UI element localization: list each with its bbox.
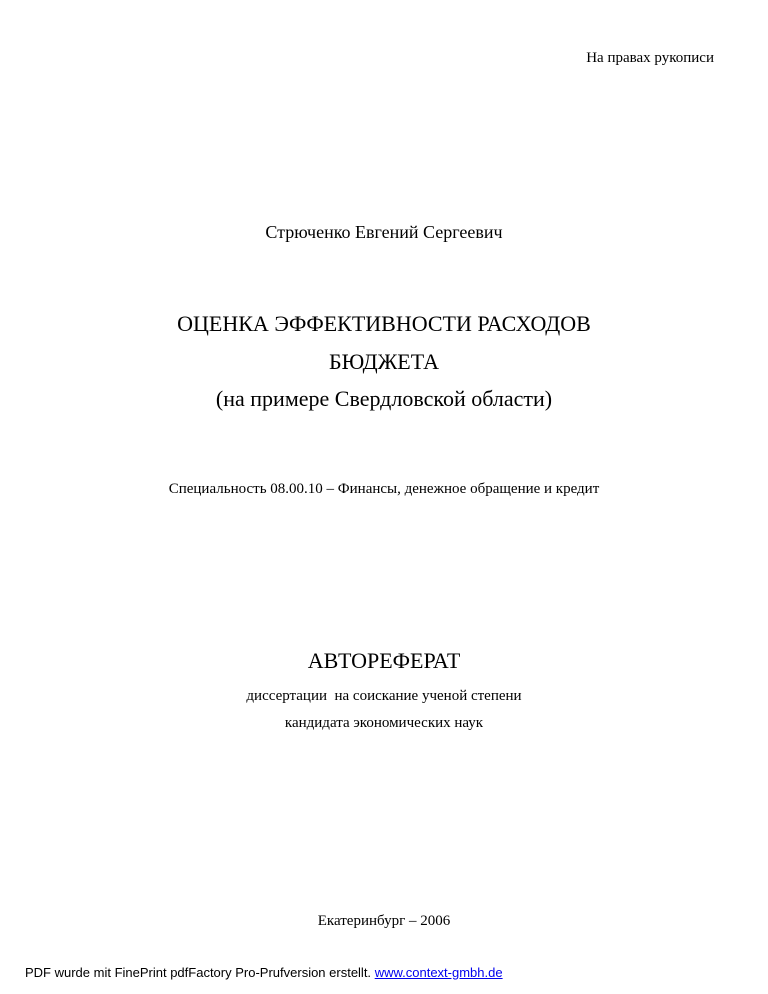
document-type: АВТОРЕФЕРАТ	[307, 648, 461, 673]
footer-text: PDF wurde mit FinePrint pdfFactory Pro-Prufversion erstellt.	[25, 965, 372, 980]
specialty-line: Специальность 08.00.10 – Финансы, денежное обращение и кредит	[168, 481, 600, 497]
degree-purpose-line-2: кандидата экономических наук	[284, 715, 484, 731]
degree-purpose-line-1: диссертации на соискание ученой степени	[246, 688, 522, 704]
author-name: Стрюченко Евгений Сергеевич	[265, 222, 503, 242]
footer-link[interactable]: www.context-gmbh.de	[374, 965, 503, 980]
pdf-footer	[25, 965, 503, 980]
title-line-3: (на примере Свердловской области)	[215, 386, 553, 411]
manuscript-note: На правах рукописи	[586, 50, 714, 66]
title-line-2: БЮДЖЕТА	[329, 349, 439, 374]
title-line-1: ОЦЕНКА ЭФФЕКТИВНОСТИ РАСХОДОВ	[177, 311, 591, 336]
city-year: Екатеринбург – 2006	[317, 913, 451, 929]
